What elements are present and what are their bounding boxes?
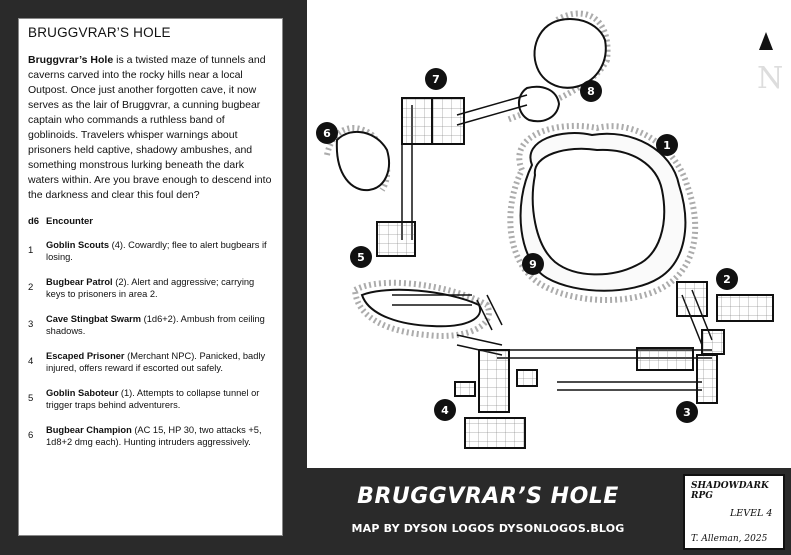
encounter-stats: (4).	[109, 239, 126, 250]
dungeon-map-drawing	[307, 0, 791, 468]
encounter-cell	[46, 239, 272, 276]
intro-text: is a twisted maze of tunnels and caverns carved into the rocky hills near a local Outpost. Once just another forgotten cave, it now serves as the lair of Bruggvrar, a cunning bugbear captain who commands a ruthless band of goblinoids. Travelers whisper warnings about prisoners held captive, shadowy ambushes, and something monstrous lurking beneath the dark waters within. Are you brave enough to descend into the darkness and clear this foul den?	[28, 54, 272, 201]
encounter-roll: 3	[28, 318, 34, 330]
encounter-name: Goblin Scouts	[46, 239, 110, 250]
game-system: SHADOWDARK RPG	[691, 481, 769, 501]
encounter-roll: 6	[28, 429, 34, 441]
encounter-stats: (1d6+2).	[141, 313, 179, 324]
info-box	[683, 474, 785, 550]
area-label-9: 9	[529, 258, 537, 271]
panel-title: BRUGGVRAR’S HOLE	[28, 25, 171, 40]
encounter-roll: 1	[28, 244, 34, 256]
encounter-desc: Ambush from ceiling shadows.	[46, 313, 265, 336]
encounter-row	[28, 276, 272, 313]
map-credit: MAP BY DYSON LOGOS DYSONLOGOS.BLOG	[351, 522, 625, 535]
encounter-roll: 4	[28, 355, 34, 367]
author-credit: T. Alleman, 2025	[691, 534, 768, 544]
encounter-name: Cave Stingbat Swarm	[46, 313, 142, 324]
encounter-desc: Alert and aggressive; carrying keys to prisoners in area 2.	[46, 276, 255, 299]
encounter-header-label: Encounter	[46, 216, 93, 227]
map-title: BRUGGVRAR’S HOLE	[357, 484, 619, 509]
encounter-desc: Attempts to collapse tunnel or trigger traps behind adventurers.	[46, 387, 260, 410]
area-label-1: 1	[663, 139, 671, 152]
encounter-stats: (1).	[118, 387, 135, 398]
encounter-cell	[46, 387, 272, 424]
encounter-cell	[46, 276, 272, 313]
area-label-8: 8	[587, 85, 595, 98]
north-letter: N	[757, 61, 784, 96]
encounter-table	[28, 216, 272, 461]
encounter-header-row	[28, 216, 272, 239]
area-label-3: 3	[683, 406, 691, 419]
encounter-roll: 5	[28, 392, 34, 404]
north-arrow	[757, 32, 783, 96]
area-label-4: 4	[441, 404, 449, 417]
description-panel	[18, 18, 283, 536]
intro-paragraph	[28, 53, 272, 203]
encounter-cell	[46, 424, 272, 461]
area-label-2: 2	[723, 273, 731, 286]
encounter-desc: Hunting intruders aggressively.	[121, 437, 251, 447]
encounter-row	[28, 387, 272, 424]
encounter-stats: (Merchant NPC).	[124, 350, 197, 361]
encounter-row	[28, 350, 272, 387]
area-label-5: 5	[357, 251, 365, 264]
encounter-desc: Panicked, badly injured, offers reward if escorted out safely.	[46, 350, 266, 373]
encounter-stats: (2).	[112, 276, 130, 287]
encounter-row	[28, 424, 272, 461]
encounter-name: Goblin Saboteur	[46, 387, 119, 398]
intro-name: Bruggvrar’s Hole	[28, 54, 114, 66]
encounter-name: Bugbear Patrol	[46, 276, 113, 287]
north-arrow-icon	[759, 32, 773, 50]
encounter-row	[28, 239, 272, 276]
encounter-row	[28, 313, 272, 350]
encounter-name: Escaped Prisoner	[46, 350, 125, 361]
encounter-cell	[46, 313, 272, 350]
encounter-cell	[46, 350, 272, 387]
encounter-desc: Cowardly; flee to alert bugbears if losing.	[46, 239, 267, 262]
encounter-name: Bugbear Champion	[46, 424, 132, 435]
adventure-level: LEVEL 4	[730, 508, 773, 519]
encounter-header-die: d6	[28, 216, 40, 227]
encounter-stats: (AC 15, HP 30, two attacks +5, 1d8+2 dmg each).	[46, 424, 262, 447]
encounter-roll: 2	[28, 281, 34, 293]
area-label-6: 6	[323, 127, 331, 140]
dungeon-map	[307, 0, 791, 468]
area-label-7: 7	[432, 73, 440, 86]
